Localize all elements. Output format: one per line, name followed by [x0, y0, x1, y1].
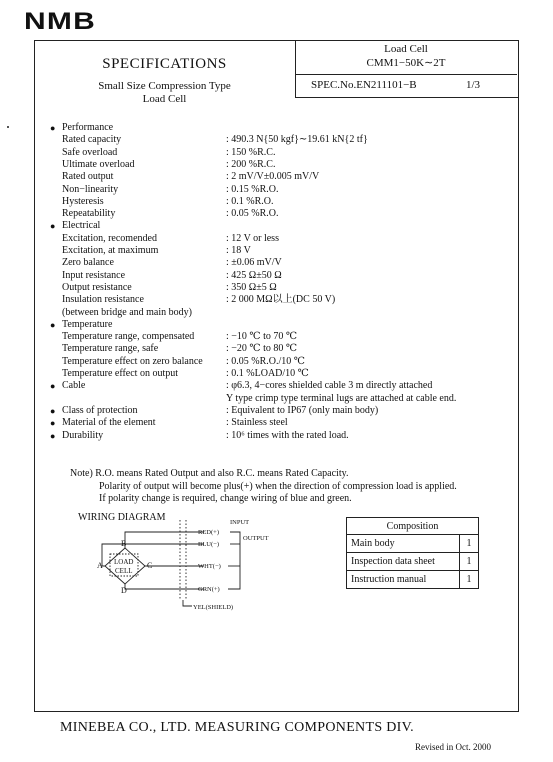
composition-title: Composition [347, 518, 479, 535]
bridge-diamond [105, 548, 145, 584]
spec-value: : −10 ℃ to 70 ℃ [226, 331, 298, 343]
spec-label: Rated capacity [62, 134, 122, 146]
spec-label: Temperature effect on zero balance [62, 355, 203, 367]
table-row [347, 571, 479, 589]
input-label: INPUT [230, 519, 250, 526]
bullet-icon: ● [50, 319, 56, 330]
spec-row [0, 368, 553, 380]
table-row [347, 535, 479, 553]
composition-item: Instruction manual [347, 571, 460, 589]
spec-label: Insulation resistance [62, 294, 144, 306]
spec-value: : 0.05 %R.O. [226, 208, 279, 220]
note-block [70, 468, 457, 506]
composition-item: Inspection data sheet [347, 553, 460, 571]
spec-label: Non−linearity [62, 183, 119, 195]
spec-row [0, 270, 553, 282]
subtitle-line-1: Small Size Compression Type [98, 80, 231, 92]
spec-label: (between bridge and main body) [62, 306, 192, 318]
composition-qty: 1 [460, 553, 479, 571]
spec-label: Hysteresis [62, 195, 104, 207]
spec-row [0, 233, 553, 245]
spec-label: Zero balance [62, 257, 114, 269]
composition-qty: 1 [460, 535, 479, 553]
spec-row [0, 282, 553, 294]
spec-row [0, 405, 553, 417]
spec-label: Durability [62, 429, 104, 441]
spec-value: : 490.3 N{50 kgf}∼19.61 kN{2 tf} [226, 134, 368, 146]
spec-row [0, 245, 553, 257]
product-name: Load Cell [384, 43, 428, 55]
spec-label: Temperature [62, 318, 113, 330]
spec-row [0, 159, 553, 171]
spec-label: Material of the element [62, 417, 156, 429]
wire-label-green: GRN(+) [198, 586, 220, 593]
spec-value: : 2 000 MΩ以上(DC 50 V) [226, 294, 336, 306]
spec-row [0, 294, 553, 306]
wire-green [125, 584, 204, 589]
spec-value: : 150 %R.C. [226, 146, 276, 158]
spec-value: : 0.1 %LOAD/10 ℃ [226, 368, 309, 379]
spec-row [0, 134, 553, 146]
composition-table [346, 517, 479, 589]
spec-label: Performance [62, 122, 114, 133]
spec-row [0, 147, 553, 159]
node-b: B [121, 539, 127, 548]
spec-row [0, 184, 553, 196]
node-a: A [97, 561, 103, 570]
spec-label: Output resistance [62, 281, 132, 293]
spec-value: Y type crimp type terminal lugs are attached at cable end. [226, 392, 457, 404]
spec-label: Electrical [62, 220, 101, 232]
spec-label: Excitation, recomended [62, 232, 157, 244]
wiring-diagram-title: WIRING DIAGRAM [78, 512, 166, 523]
page-subtitle [34, 80, 295, 106]
bullet-icon: ● [50, 430, 56, 441]
spec-value: : Stainless steel [226, 417, 288, 429]
spec-value: : ±0.06 mV/V [226, 257, 282, 269]
spec-value: : 12 V or less [226, 232, 279, 244]
spec-label: Ultimate overload [62, 158, 135, 170]
header-divider [295, 74, 517, 75]
spec-number: SPEC.No.EN211101−B [311, 79, 417, 91]
bullet-icon: ● [50, 418, 56, 429]
spec-row [0, 331, 553, 343]
spec-label: Cable [62, 380, 86, 392]
wire-shield [183, 600, 192, 606]
spec-label: Excitation, at maximum [62, 245, 159, 256]
spec-row [0, 356, 553, 368]
spec-row [0, 122, 553, 134]
bullet-icon: ● [50, 405, 56, 416]
node-d: D [121, 586, 127, 595]
spec-row [0, 196, 553, 208]
spec-value: : φ6.3, 4−cores shielded cable 3 m directly attached [226, 380, 433, 392]
spec-row [0, 417, 553, 429]
spec-value: : Equivalent to IP67 (only main body) [226, 404, 379, 416]
spec-value: : 10⁶ times with the rated load. [226, 429, 349, 441]
bullet-icon: ● [50, 381, 56, 392]
spec-row [0, 220, 553, 232]
spec-value: : 0.05 %R.O./10 ℃ [226, 355, 305, 367]
spec-row [0, 208, 553, 220]
spec-value: : 2 mV/V±0.005 mV/V [226, 171, 320, 183]
spec-value: : 0.15 %R.O. [226, 183, 279, 195]
wire-label-blue: BLU(−) [198, 541, 219, 548]
spec-label: Safe overload [62, 146, 118, 158]
cell-text-2: CELL [115, 567, 133, 575]
spec-label: Class of protection [62, 404, 138, 416]
spec-label: Repeatability [62, 208, 116, 220]
model-number: CMM1−50K∼2T [366, 57, 446, 69]
wire-red [125, 532, 204, 548]
spec-row [0, 257, 553, 269]
subtitle-line-2: Load Cell [142, 93, 187, 105]
wire-label-red: RED(+) [198, 529, 219, 536]
wiring-diagram [80, 516, 280, 616]
spec-value: : 0.1 %R.O. [226, 195, 274, 207]
spec-row [0, 307, 553, 319]
spec-label: Rated output [62, 171, 114, 183]
spec-row [0, 343, 553, 355]
spec-row [0, 171, 553, 183]
spec-value: : 200 %R.C. [226, 158, 276, 170]
note-line-1: Note) R.O. means Rated Output and also R.C. means Rated Capacity. [70, 468, 349, 479]
spec-row [0, 319, 553, 331]
spec-label: Temperature range, safe [62, 343, 159, 355]
bullet-icon: ● [50, 221, 56, 232]
spec-value: : −20 ℃ to 80 ℃ [226, 343, 298, 355]
spec-label: Input resistance [62, 269, 126, 281]
revision-date: Revised in Oct. 2000 [415, 742, 491, 752]
spec-value: : 350 Ω±5 Ω [226, 281, 277, 293]
table-row [347, 553, 479, 571]
note-line-2: Polarity of output will become plus(+) when the direction of compression load is applied. [99, 480, 457, 492]
shield-label: YEL(SHIELD) [193, 604, 234, 611]
bullet-icon: ● [50, 123, 56, 133]
wire-label-white: WHT(−) [198, 563, 221, 570]
node-c: C [147, 561, 153, 570]
composition-qty: 1 [460, 571, 479, 589]
note-line-3: If polarity change is required, change wiring of blue and green. [99, 493, 352, 504]
spec-row [0, 393, 553, 405]
page-title: SPECIFICATIONS [102, 56, 227, 72]
cell-text-1: LOAD [114, 558, 134, 566]
company-footer: MINEBEA CO., LTD. MEASURING COMPONENTS DIV. [60, 720, 414, 735]
composition-item: Main body [347, 535, 460, 553]
spec-value: : 18 V [226, 245, 251, 256]
company-logo: NMB [24, 8, 97, 35]
page-number: 1/3 [466, 79, 481, 91]
output-label: OUTPUT [243, 535, 269, 542]
input-bracket [228, 532, 240, 589]
spec-label: Temperature range, compensated [62, 331, 195, 343]
spec-label: Temperature effect on output [62, 368, 179, 379]
spec-row [0, 380, 553, 392]
spec-row [0, 430, 553, 442]
spec-value: : 425 Ω±50 Ω [226, 269, 282, 281]
